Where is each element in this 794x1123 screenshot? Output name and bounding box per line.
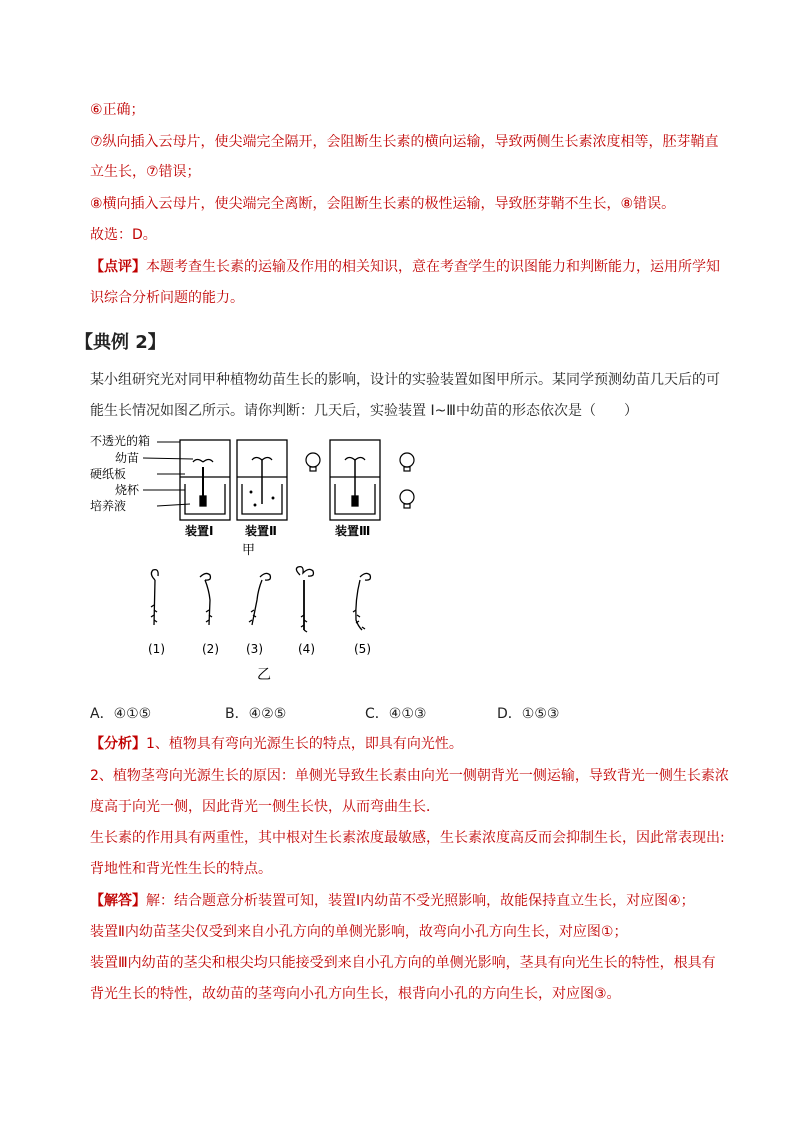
- solution-line-2: 装置Ⅱ内幼苗茎尖仅受到来自小孔方向的单侧光影响，故弯向小孔方向生长，对应图①；: [90, 924, 628, 940]
- seedling-1-number: (1): [148, 642, 165, 656]
- option-c[interactable]: C．④①③: [365, 706, 427, 722]
- device-2: [237, 440, 287, 520]
- label-cardboard: 硬纸板: [90, 467, 127, 481]
- analysis-line-1: [90, 734, 463, 754]
- question-line-1: 某小组研究光对同甲种植物幼苗生长的影响，设计的实验装置如图甲所示。某同学预测幼苗几天后的可: [90, 372, 720, 388]
- answer-line-8: ⑧横向插入云母片，使尖端完全离断，会阻断生长素的极性运输，导致胚芽鞘不生长，⑧错误。: [90, 196, 676, 212]
- label-culture-solution: 培养液: [90, 499, 127, 513]
- device-1: [180, 440, 230, 520]
- seedling-4-number: (4): [298, 642, 315, 656]
- analysis-line-5: 背地性和背光性生长的特点。: [90, 861, 272, 877]
- seedling-4: [296, 567, 313, 632]
- solution-line-1: [90, 891, 695, 911]
- comment-tag: 【点评】: [90, 259, 146, 275]
- solution-tag: 【解答】: [90, 893, 146, 909]
- solution-line-3: 装置Ⅲ内幼苗的茎尖和根尖均只能接受到来自小孔方向的单侧光影响，茎具有向光生长的特性，根具有: [90, 955, 716, 971]
- device-3: [330, 440, 380, 520]
- figure-yi: [130, 565, 390, 685]
- label-seedling: 幼苗: [115, 451, 140, 465]
- option-d[interactable]: D．①⑤③: [497, 706, 560, 722]
- answer-choice: 故选：D。: [90, 227, 157, 243]
- comment-text: 本题考查生长素的运输及作用的相关知识，意在考查学生的识图能力和判断能力，运用所学知: [146, 259, 720, 275]
- solution-text-1: 解：结合题意分析装置可知，装置Ⅰ内幼苗不受光照影响，故能保持直立生长，对应图④；: [146, 893, 695, 909]
- comment-line-1: [90, 257, 720, 277]
- answer-line-7: ⑦纵向插入云母片，使尖端完全隔开，会阻断生长素的横向运输，导致两侧生长素浓度相等，胚芽鞘直: [90, 134, 719, 150]
- answer-line-7-cont: 立生长，⑦错误；: [90, 164, 201, 180]
- option-b[interactable]: B．④②⑤: [225, 706, 287, 722]
- label-beaker: 烧杯: [115, 483, 140, 497]
- figure-jia-caption: 甲: [242, 543, 256, 558]
- question-line-2: 能生长情况如图乙所示。请你判断：几天后，实验装置 I~Ⅲ中幼苗的形态依次是（ ）: [90, 403, 638, 419]
- seedling-5: [353, 573, 370, 630]
- example-heading: 【典例 2】: [75, 332, 166, 353]
- label-opaque-box: 不透光的箱: [90, 434, 151, 448]
- analysis-line-3: 度高于向光一侧，因此背光一侧生长快，从而弯曲生长．: [90, 799, 440, 815]
- analysis-tag: 【分析】: [90, 736, 146, 752]
- seedling-2-number: (2): [202, 642, 219, 656]
- device-2-label: 装置Ⅱ: [245, 524, 277, 538]
- analysis-line-2: 2、植物茎弯向光源生长的原因：单侧光导致生长素由向光一侧朝背光一侧运输，导致背光一侧生长素浓: [90, 768, 729, 784]
- analysis-line-4: 生长素的作用具有两重性，其中根对生长素浓度最敏感，生长素浓度高反而会抑制生长，因此常表现出:: [90, 830, 725, 846]
- solution-line-4: 背光生长的特性，故幼苗的茎弯向小孔方向生长，根背向小孔的方向生长，对应图③。: [90, 986, 621, 1002]
- answer-line-6: ⑥正确；: [90, 102, 145, 118]
- seedling-1: [151, 570, 158, 625]
- seedling-2: [200, 573, 212, 625]
- device-1-label: 装置Ⅰ: [185, 524, 214, 538]
- seedling-3: [249, 573, 270, 625]
- bulb-icon: [306, 453, 414, 508]
- device-3-label: 装置Ⅲ: [335, 524, 371, 538]
- analysis-text-1: 1、植物具有弯向光源生长的特点，即具有向光性。: [146, 736, 463, 752]
- option-a[interactable]: A．④①⑤: [90, 706, 152, 722]
- figure-jia: [85, 432, 445, 562]
- comment-line-2: 识综合分析问题的能力。: [90, 290, 244, 306]
- seedling-5-number: (5): [354, 642, 371, 656]
- figure-yi-caption: 乙: [257, 667, 271, 683]
- seedling-3-number: (3): [246, 642, 263, 656]
